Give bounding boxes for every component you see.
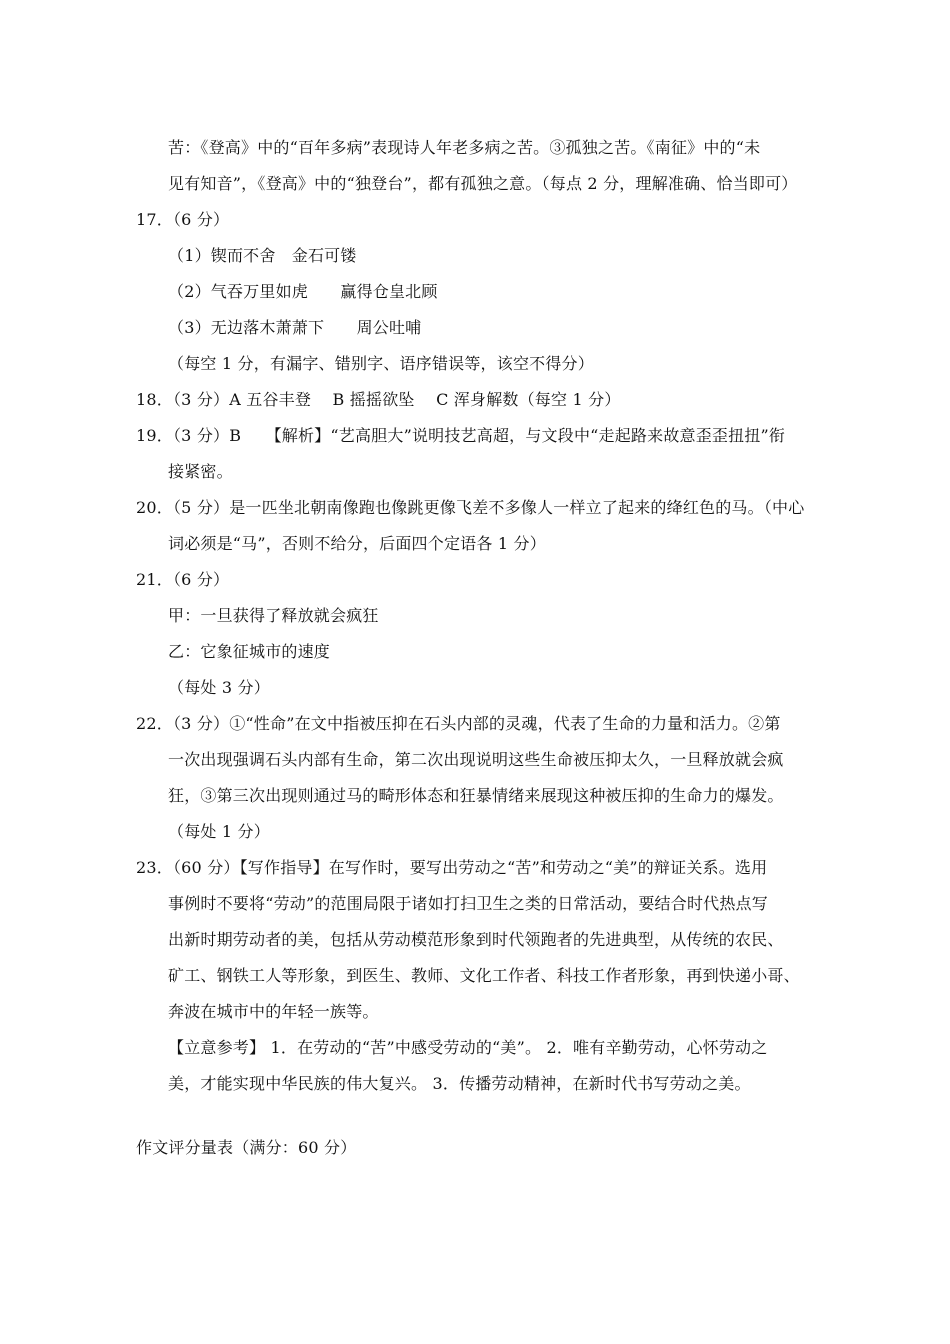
question-17-heading: 17．（6 分） [136, 210, 230, 229]
text-line: 接紧密。 [168, 462, 233, 481]
question-23: 23．（60 分）【写作指导】在写作时，要写出劳动之“苦”和劳动之“美”的辩证关系。选用 [136, 858, 768, 877]
thesis-reference: 【立意参考】 1．在劳动的“苦”中感受劳动的“美”。 2．唯有辛勤劳动，心怀劳动之 [168, 1038, 768, 1057]
essay-rubric-title: 作文评分量表（满分：60 分） [136, 1138, 357, 1157]
question-20: 20．（5 分）是一匹坐北朝南像跑也像跳更像飞差不多像人一样立了起来的绛红色的马。（中心 [136, 498, 805, 517]
text-line: 一次出现强调石头内部有生命，第二次出现说明这些生命被压抑太久，一旦释放就会疯 [168, 750, 784, 769]
question-21-heading: 21．（6 分） [136, 570, 230, 589]
text-line: 奔波在城市中的年轻一族等。 [168, 1002, 379, 1021]
question-18: 18．（3 分）A 五谷丰登 B 摇摇欲坠 C 浑身解数（每空 1 分） [136, 390, 621, 409]
question-19: 19．（3 分）B 【解析】“艺高胆大”说明技艺高超，与文段中“走起路来故意歪歪扭扭”衔 [136, 426, 786, 445]
answer-21-jia: 甲：一旦获得了释放就会疯狂 [168, 606, 379, 625]
text-line: 矿工、钢铁工人等形象，到医生、教师、文化工作者、科技工作者形象，再到快递小哥、 [168, 966, 800, 985]
scoring-note-22: （每处 1 分） [168, 822, 270, 841]
text-line: 见有知音”，《登高》中的“独登台”，都有孤独之意。（每点 2 分，理解准确、恰当即可） [168, 174, 798, 193]
text-line: 狂，③第三次出现则通过马的畸形体态和狂暴情绪来展现这种被压抑的生命力的爆发。 [168, 786, 784, 805]
scoring-note-17: （每空 1 分，有漏字、错别字、语序错误等，该空不得分） [168, 354, 594, 373]
answer-17-2: （2）气吞万里如虎 赢得仓皇北顾 [168, 282, 438, 301]
text-line: 苦：《登高》中的“百年多病”表现诗人年老多病之苦。③孤独之苦。《南征》中的“未 [168, 138, 761, 157]
text-line: 出新时期劳动者的美，包括从劳动模范形象到时代领跑者的先进典型，从传统的农民、 [168, 930, 784, 949]
text-line: 词必须是“马”，否则不给分，后面四个定语各 1 分） [168, 534, 546, 553]
scoring-note-21: （每处 3 分） [168, 678, 270, 697]
answer-21-yi: 乙：它象征城市的速度 [168, 642, 331, 661]
text-line: 美，才能实现中华民族的伟大复兴。 3．传播劳动精神，在新时代书写劳动之美。 [168, 1074, 751, 1093]
answer-17-1: （1）锲而不舍 金石可镂 [168, 246, 357, 265]
question-22: 22．（3 分）①“性命”在文中指被压抑在石头内部的灵魂，代表了生命的力量和活力。②第 [136, 714, 781, 733]
answer-17-3: （3）无边落木萧萧下 周公吐哺 [168, 318, 422, 337]
text-line: 事例时不要将“劳动”的范围局限于诸如打扫卫生之类的日常活动，要结合时代热点写 [168, 894, 768, 913]
